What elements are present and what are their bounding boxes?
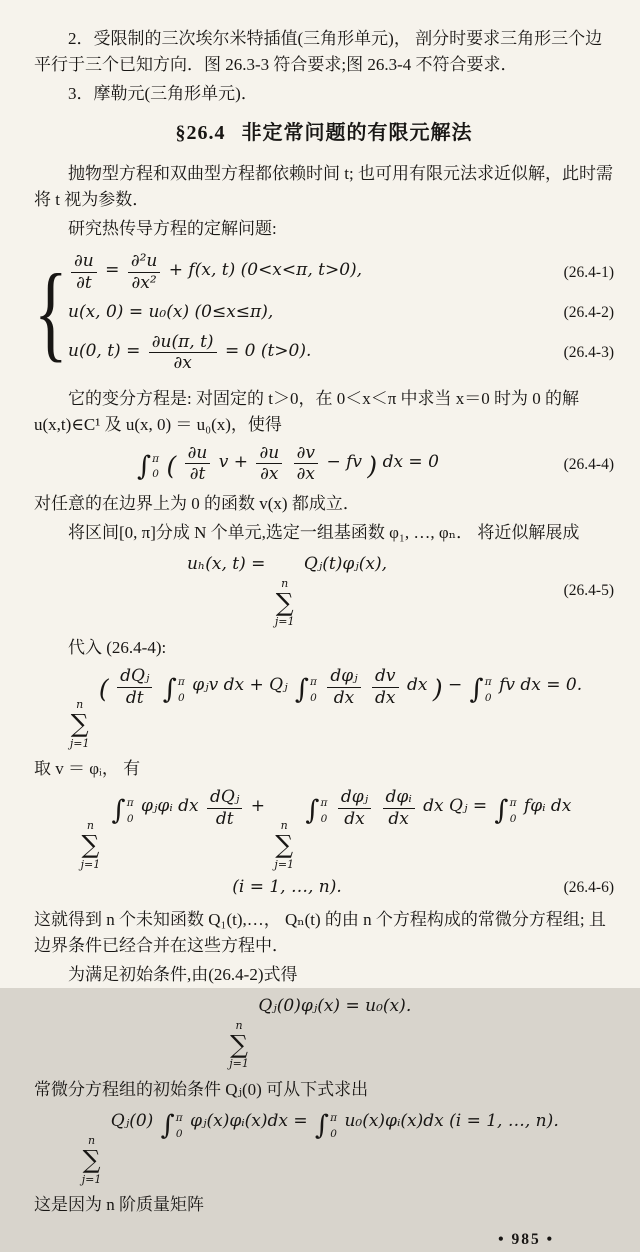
integral: ∫ π 0 <box>469 674 492 706</box>
paragraph-basis: 将区间[0, π]分成 N 个单元,选定一组基函数 φ₁, …, φₙ． 将近似解展成 <box>68 522 580 542</box>
paragraph-intro: 抛物型方程和双曲型方程都依赖时间 t; 也可用有限元法求近似解，此时需将 t 视为参数． <box>34 163 613 209</box>
integral: ∫ π 0 <box>111 795 134 827</box>
equation-26-4-2 <box>58 300 614 326</box>
right-paren: ) <box>432 674 443 704</box>
equation-substituted <box>34 667 614 750</box>
equation-label: (26.4-1) <box>563 263 614 281</box>
summation: n ∑ j=1 <box>81 1133 102 1186</box>
equation-label: (26.4-4) <box>563 455 614 473</box>
equation-26-4-1 <box>58 252 614 292</box>
summation: n ∑ j=1 <box>274 576 295 629</box>
fraction: $\frac{\text{dQⱼ}}{dt}$ <box>207 788 242 828</box>
list-item-2: 2．受限制的三次埃尔米特插值(三角形单元)， 剖分时要求三角形三个边平行于三个已知方向．图 26.3-3 符合要求;图 26.3-4 不符合要求． <box>34 29 603 74</box>
equation-body: uₕ(x, t) = n ∑ j=1 Qⱼ(t)φⱼ(x), <box>186 553 388 629</box>
equation-label: (26.4-6) <box>563 879 614 897</box>
summation: n ∑ j=1 <box>69 697 90 750</box>
equation-body: n ∑ j=1 ∫ π 0 φⱼφᵢ dx $\frac{\text{dQⱼ}}{dt}$ + n ∑ j=1 ∫ π 0 $\frac{\text{dφⱼ}}{dx}$ $\frac{\text{dφᵢ}}{dx}$ dx Qⱼ = ∫ π 0 fφᵢ dx <box>80 787 572 871</box>
summation: n ∑ j=1 <box>274 818 295 871</box>
equation-system <box>34 245 614 380</box>
equation-body: n ∑ j=1 Qⱼ(0) ∫ π 0 φⱼ(x)φᵢ(x)dx = ∫ π 0 u₀(x)φᵢ(x)dx (i = 1, …, n)． <box>81 1110 571 1186</box>
fraction: $\frac{\partial u}{\partial x}$ <box>256 444 282 484</box>
integral: ∫ π 0 <box>305 795 328 827</box>
equation-body: $\frac{\partial u}{\partial t}$ = $\frac{\text{∂²u}}{\text{∂x²}}$ + f(x, t) (0<x<π, t>0), <box>58 252 540 292</box>
fraction: $\frac{\text{dφⱼ}}{dx}$ <box>327 667 360 707</box>
equation-q0-determination <box>34 1109 614 1186</box>
page-number: • 985 • <box>498 1231 554 1249</box>
summation: n ∑ j=1 <box>229 1018 249 1071</box>
integral: ∫ π 0 <box>315 1110 338 1142</box>
equation-body: n ∑ j=1 Qⱼ(0)φⱼ(x) = u₀(x)． <box>229 995 423 1071</box>
paragraph-take-v: 取 v ＝ φᵢ， 有 <box>34 759 141 779</box>
equation-26-4-6-main <box>34 788 614 871</box>
paragraph-mass-matrix: 这是因为 n 阶质量矩阵 <box>34 1195 204 1215</box>
equation-label: (26.4-2) <box>563 303 614 321</box>
paragraph-initial-condition-lead: 为满足初始条件,由(26.4-2)式得 <box>68 964 298 984</box>
section-title: 非定常问题的有限元解法 <box>241 122 473 145</box>
paragraph-variational: 它的变分方程是: 对固定的 t＞0，在 0＜x＜π 中求当 x＝0 时为 0 的解 u(x,t)∈C¹ 及 u(x, 0) ＝ u₀(x)，使得 <box>34 388 580 434</box>
fraction: $\frac{\text{dQⱼ}}{dt}$ <box>117 667 152 707</box>
left-paren: ( <box>98 674 109 704</box>
equation-initial-condition <box>34 994 614 1071</box>
paragraph-problem-lead: 研究热传导方程的定解问题: <box>68 218 277 238</box>
paragraph-boundary-note: 对任意的在边界上为 0 的函数 v(x) 都成立． <box>34 494 360 514</box>
integral: ∫ π 0 <box>137 451 160 483</box>
equation-system-rows <box>58 245 614 380</box>
integral: ∫ π 0 <box>160 1110 183 1142</box>
summation: n ∑ j=1 <box>80 818 101 871</box>
equation-body: u(x, 0) = u₀(x) (0≤x≤π), <box>68 301 274 322</box>
paragraph-ode-system: 这就得到 n 个未知函数 Q₁(t),…， Qₙ(t) 的由 n 个方程构成的常微分方程组; 且边界条件已经合并在这些方程中． <box>34 910 606 955</box>
fraction: $\frac{\text{∂²u}}{\text{∂x²}}$ <box>128 252 161 292</box>
paragraph-substitute: 代入 (26.4-4): <box>68 638 167 658</box>
fraction: $\frac{\partial v}{\partial x}$ <box>294 444 318 484</box>
fraction: $\frac{\partial u}{\partial t}$ <box>185 444 211 484</box>
section-number: §26.4 <box>175 122 226 145</box>
list-item-3: 3．摩勒元(三角形单元)． <box>68 83 258 103</box>
right-paren: ) <box>367 451 378 481</box>
left-brace: { <box>34 252 68 372</box>
section-heading <box>34 118 614 148</box>
fraction: $\frac{\partial u(\pi, t)}{\partial x}$ <box>149 333 217 373</box>
equation-26-4-3 <box>58 333 614 373</box>
equation-body: (i = 1, …, n). <box>232 877 342 898</box>
fraction: $\frac{\partial u}{\partial t}$ <box>71 252 97 292</box>
equation-body: u(0, t) = $\frac{\partial u(\pi, t)}{\partial x}$ = 0 (t>0). <box>68 331 312 374</box>
equation-label: (26.4-5) <box>563 581 614 599</box>
equation-26-4-6-condition <box>34 875 614 901</box>
paragraph-q0-lead: 常微分方程组的初始条件 Qⱼ(0) 可从下式求出 <box>34 1080 369 1100</box>
equation-body: n ∑ j=1 ( $\frac{\text{dQⱼ}}{dt}$ ∫ π 0 φⱼv dx + Qⱼ ∫ π 0 $\frac{\text{dφⱼ}}{dx}$ $\frac{dv}{dx}$ dx ) − ∫ π 0 fv dx = 0. <box>69 665 583 750</box>
integral: ∫ π 0 <box>162 674 185 706</box>
equation-26-4-4 <box>34 444 614 485</box>
equation-26-4-5 <box>34 552 614 629</box>
equation-label: (26.4-3) <box>563 343 614 361</box>
integral: ∫ π 0 <box>494 795 517 827</box>
fraction: $\frac{\text{dφⱼ}}{dx}$ <box>338 788 371 828</box>
fraction: $\frac{\text{dφᵢ}}{dx}$ <box>383 788 415 828</box>
integral: ∫ π 0 <box>294 674 317 706</box>
equation-body: ∫ π 0 ( $\frac{\partial u}{\partial t}$ v + $\frac{\partial u}{\partial x}$ $\frac{\partial v}{\partial x}$ − fv ) dx = 0 <box>137 442 439 485</box>
left-paren: ( <box>166 451 177 481</box>
fraction: $\frac{dv}{dx}$ <box>372 667 399 707</box>
